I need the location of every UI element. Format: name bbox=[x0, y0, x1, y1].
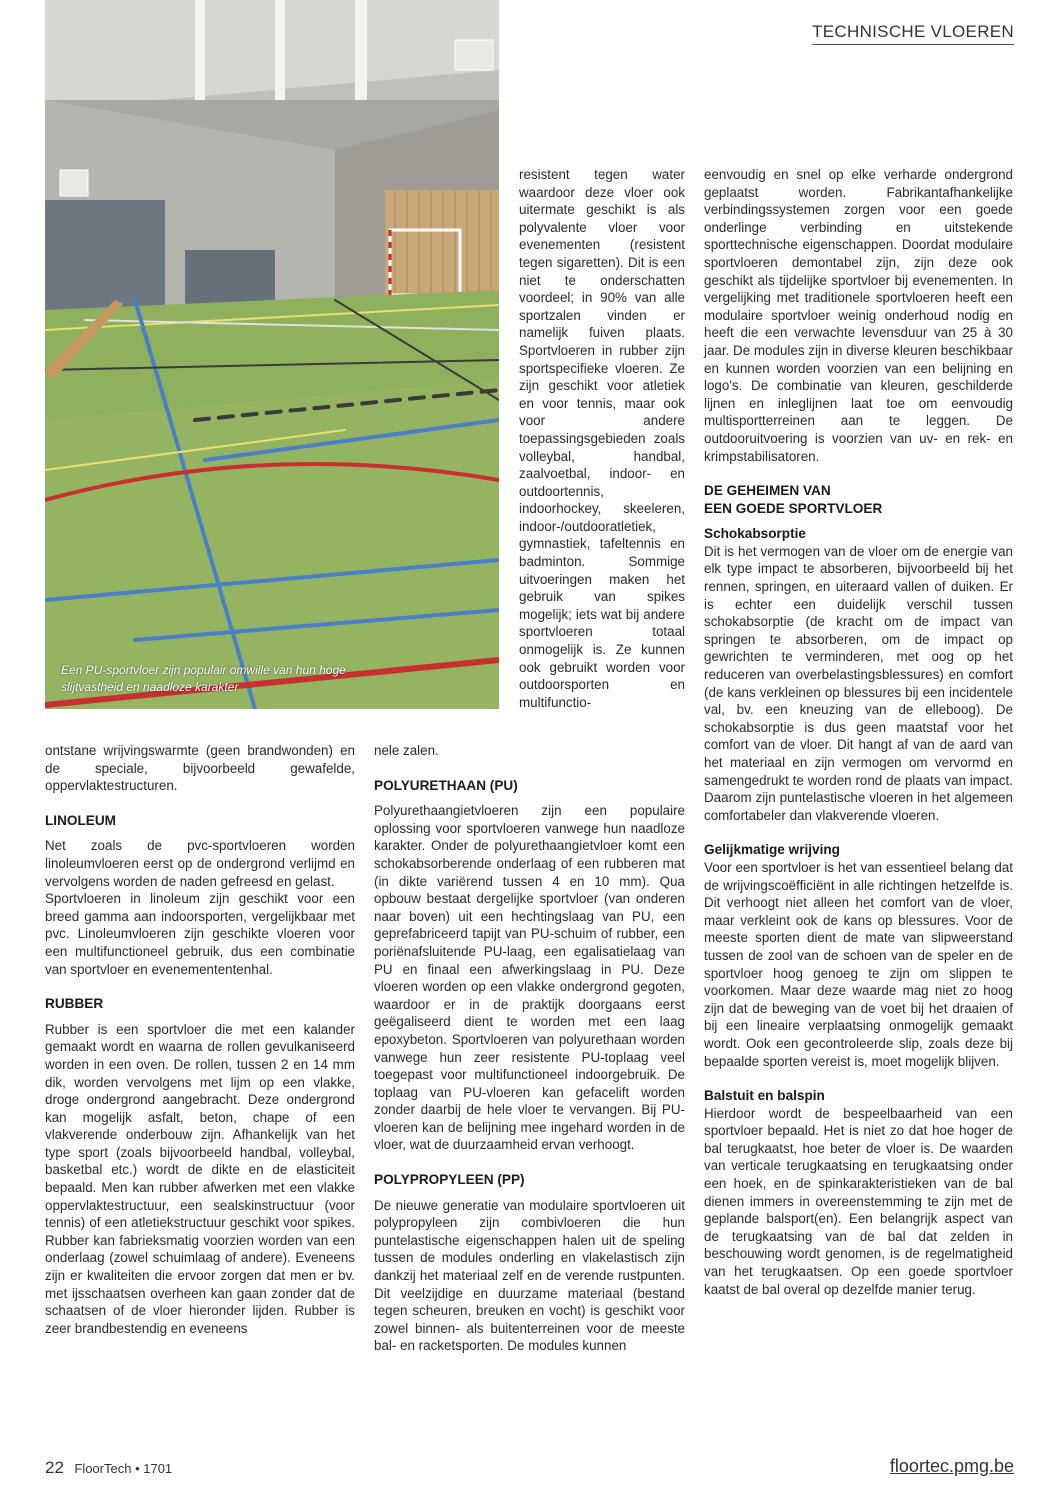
friction-paragraph: Voor een sportvloer is het van essentieel belang dat de wrijvingscoëfficiënt in alle richtingen hetzelfde is. Dit verhoogt niet alleen het comfort van de vloer, maar verkleint ook de kans op blessures. Voor de meeste sporten dient de mate van slipweerstand tussen de zool van de schoen van de speler en de sportvloer hoog genoeg te zijn om slippen te voorkomen. Maar deze waarde mag niet zo hoog zijn dat de beweging van de voet bij het draaien of bij een lineaire verplaatsing onmogelijk gemaakt wordt. Ook een gecontroleerde slip, zoals deze bij bepaalde sporten vereist is, moet mogelijk blijven. bbox=[704, 859, 1013, 1069]
website-link[interactable]: floortec.pmg.be bbox=[889, 1456, 1014, 1476]
friction-heading: Gelijkmatige wrijving bbox=[704, 842, 840, 858]
ball-bounce-paragraph: Hierdoor wordt de bespeelbaarheid van een sportvloer bepaald. Het is niet zo dat hoe hoger de bal terugkaatst, hoe beter de vloer is. De waarden van verticale terugkaatsing en terugkaatsing onder een hoek, en de spinkarakteristieken van de bal dienen immers in overeenstemming te zijn met de geplande balsport(en). Een belangrijk aspect van de terugkaatsing van de bal dat zelden in beschouwing wordt genomen, is de regelmatigheid van het terugkaatsen. Op een goede sportvloer kaatst de bal overal op dezelfde manier terug. bbox=[704, 1105, 1013, 1297]
pu-paragraph: Polyurethaangietvloeren zijn een populaire oplossing voor sportvloeren vanwege hun naadloze karakter. Onder de polyurethaangietvloer komt een schokabsorberende onderlaag of een rubberen mat (in dikte variërend tussen 4 en 10 mm). Qua opbouw bestaat dergelijke sportvloer (van onderen naar boven) uit een hechtingslaag van PU, een geprefabriceerd tapijt van PU-schuim of rubber, een poriënafsluitende PU-laag, een egalisatielaag van PU en finaal een afwerkingslaag in PU. Deze vloeren worden op een vlakke ondergrond gegoten, waardoor er in de praktijk doorgaans eerst geëgaliseerd dient te worden met een laag epoxybeton. Sportvloeren van polyurethaan worden vanwege hun zeer resistente PU-toplaag veel toegepast voor multifunctioneel indoorgebruik. De toplaag van PU-vloeren kan gefacelift worden zonder daarbij de hele vloer te vervangen. Bij PU-vloeren kan de belijning mee ingehard worden in de vloer, wat de duurzaamheid ervan verhoogt. bbox=[374, 803, 685, 1153]
linoleum-heading: LINOLEUM bbox=[45, 812, 116, 828]
footer-left bbox=[45, 1458, 172, 1478]
modular-continued-text: eenvoudig en snel op elke verharde ondergrond geplaatst worden. Fabrikantafhankelijke verbindingssystemen zorgen voor een goede onderlinge verbinding en uitstekende sporttechnische eigenschappen. Doordat modulaire sportvloeren demontabel zijn, zijn deze ook geschikt als tijdelijke sportvloer bij evenementen. In vergelijking met traditionele sportvloeren heeft een modulaire sportvloer weinig onderhoud nodig en heeft die een verwachte levensduur van 25 à 30 jaar. De modules zijn in diverse kleuren beschikbaar en kunnen worden voorzien van een belijning en logo's. De combinatie van kleuren, geschilderde lijnen en inleglijnen laat toe om eenvoudig multisportterreinen aan te leggen. De outdooruitvoering is voorzien van uv- en rek- en krimpstabilisatoren. bbox=[704, 167, 1013, 464]
publication-name: FloorTech • 1701 bbox=[74, 1461, 173, 1476]
secrets-heading-line-1: DE GEHEIMEN VAN bbox=[704, 483, 831, 499]
pu-heading: POLYURETHAAN (PU) bbox=[374, 777, 518, 793]
rubber-continued-text: resistent tegen water waardoor deze vloer ook uitermate geschikt is als polyvalente vloer voor evenementen (resistent tegen sigaretten). Dit is een niet te onderschatten voordeel; in 90% van alle sportzalen vinden er namelijk fuiven plaats. Sportvloeren in rubber zijn sportspecifieke vloeren. Ze zijn geschikt voor atletiek en voor tennis, maar ook voor andere toepassingsgebieden zoals volleybal, handbal, zaalvoetbal, indoor- en outdoortennis, indoorhockey, skeeleren, indoor-/outdooratletiek, gymnastiek, tafeltennis en badminton. Sommige uitvoeringen maken het gebruik van spikes mogelijk; iets wat bij andere sportvloeren totaal onmogelijk is. Ze kunnen ook gebruikt worden voor outdoorsporten en multifunctio- bbox=[519, 167, 685, 710]
column-right bbox=[704, 166, 1013, 1298]
secrets-heading-line-2: EEN GOEDE SPORTVLOER bbox=[704, 500, 883, 516]
rubber-paragraph: Rubber is een sportvloer die met een kalander gemaakt wordt en waarna de rollen gevulkaniseerd worden in een oven. De rollen, tussen 2 en 14 mm dik, worden vervolgens met lijm op een vlakke, droge ondergrond aangebracht. Deze ondergrond kan mogelijk asfalt, beton, chape of een vlakverende onderbouw zijn. Afhankelijk van het type sport (zoals bijvoorbeeld handbal, volleybal, basketbal etc.) wordt de dikte en de elasticiteit bepaald. Men kan rubber afwerken met een vlakke oppervlaktestructuur, een sealskinstructuur (voor tennis) of een atletiekstructuur geschikt voor spikes. Rubber kan fabrieksmatig voorzien worden van een onderlaag (zowel schuimlaag of andere). Eveneens zijn er kwaliteiten die ervoor zorgen dat men er bv. met ijsschaatsen overheen kan gaan zonder dat de schaatsen of de vloer hieronder lijden. Rubber is zeer brandbestendig en eveneens bbox=[45, 1021, 355, 1336]
column-middle-top bbox=[519, 166, 685, 711]
shock-absorption-paragraph: Dit is het vermogen van de vloer om de energie van elk type impact te absorberen, bijvoorbeeld bij het rennen, springen, en uiteraard vallen of duiken. Er is echter een duidelijk verschil tussen schokabsorptie (de kracht om de impact van springen te absorberen, om de impact op gewrichten te verminderen, met oog op het reduceren van overbelastingsblessures) en comfort (de kans verkleinen op blessures bij een incidentele val, bv. een kneuzing van de elleboog). De schokabsorptie is dus geen maatstaf voor het comfort van de vloer. Dit hangt af van de aard van het materiaal en zijn vermogen om vervormd en samengedrukt te worden rond de plaats van impact. Daarom zijn puntelastische vloeren in het algemeen comfortabeler dan vlakverende vloeren. bbox=[704, 543, 1013, 823]
linoleum-paragraph-2: Sportvloeren in linoleum zijn geschikt voor een breed gamma aan indoorsporten, vergelijkbaar met pvc. Linoleumvloeren zijn geschikte vloeren voor een multifunctioneel gebruik, dus een combinatie van sportvloer en evenemententenhal. bbox=[45, 891, 355, 977]
column-middle bbox=[374, 742, 685, 1355]
sports-hall-photo bbox=[45, 0, 499, 709]
pp-heading: POLYPROPYLEEN (PP) bbox=[374, 1172, 525, 1188]
middle-intro-text: nele zalen. bbox=[374, 743, 439, 758]
section-header: TECHNISCHE VLOEREN bbox=[812, 22, 1014, 45]
pp-paragraph: De nieuwe generatie van modulaire sportvloeren uit polypropyleen zijn combivloeren die hun puntelastische eigenschappen halen uit de speling tussen de modules onderling en vlakelastisch zijn dankzij het materiaal zelf en de verende rustpunten. Dit veelzijdige en duurzame materiaal (bestand tegen scheuren, breuken en vocht) is geschikt voor zowel binnen- als buitenterreinen voor de meeste bal- en racketsporten. De modules kunnen bbox=[374, 1197, 685, 1354]
intro-text: ontstane wrijvingswarmte (geen brandwonden) en de speciale, bijvoorbeeld gewafelde, oppervlaktestructuren. bbox=[45, 743, 355, 794]
linoleum-paragraph-1: Net zoals de pvc-sportvloeren worden linoleumvloeren eerst op de ondergrond verlijmd en vervolgens worden de naden gefreesd en gelast. bbox=[45, 838, 355, 889]
photo-caption: Een PU-sportvloer zijn populair omwille van hun hoge slijtvastheid en naadloze karakter bbox=[61, 663, 346, 694]
column-left bbox=[45, 742, 355, 1337]
page-number: 22 bbox=[45, 1458, 64, 1477]
rubber-heading: RUBBER bbox=[45, 996, 104, 1012]
ball-bounce-heading: Balstuit en balspin bbox=[704, 1088, 825, 1104]
shock-absorption-heading: Schokabsorptie bbox=[704, 526, 806, 542]
